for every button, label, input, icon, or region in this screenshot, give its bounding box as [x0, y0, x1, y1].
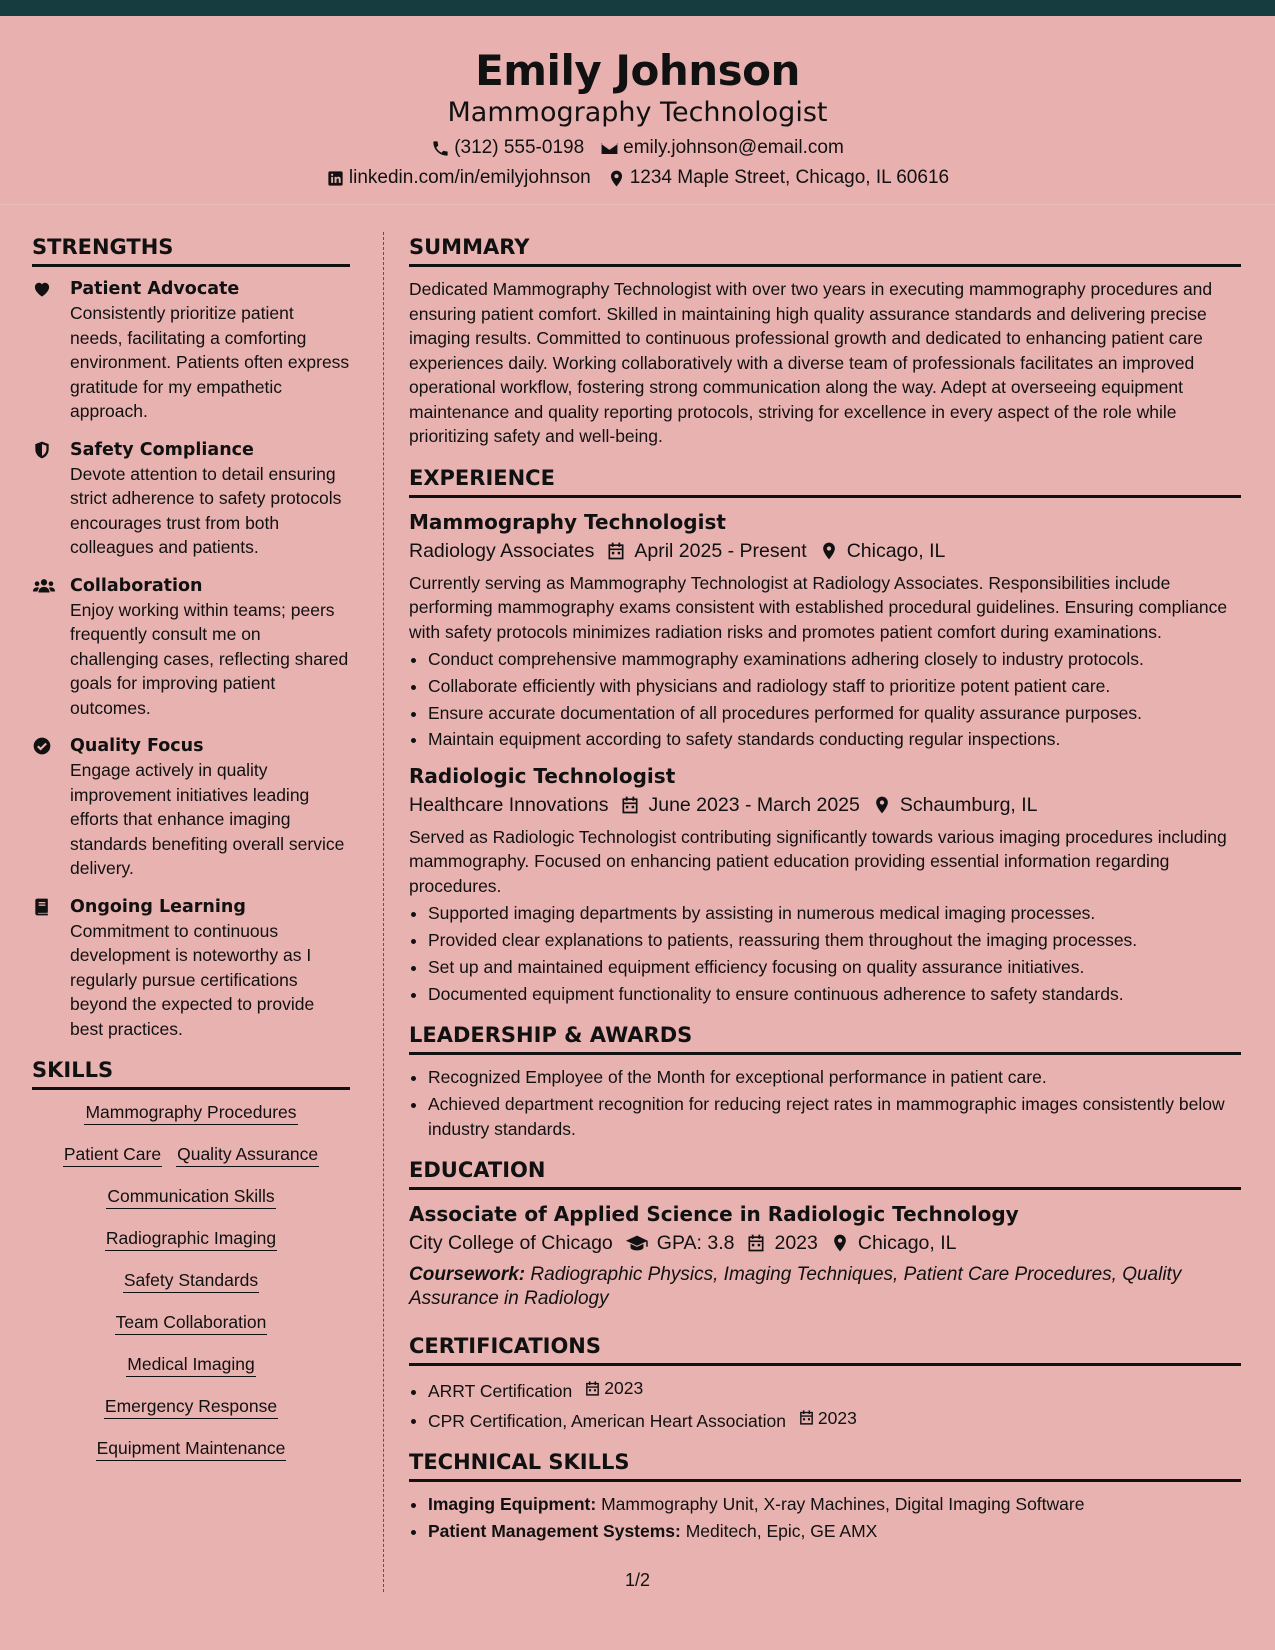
list-item [428, 1492, 1241, 1517]
job-dates: June 2023 - March 2025 [648, 793, 860, 816]
map-marker-icon [830, 1233, 850, 1253]
skill-tag: Safety Standards [123, 1268, 259, 1293]
job-description: Served as Radiologic Technologist contributing significantly towards various imaging procedures including mammography. Focused on enhancing patient education providing essential information regarding procedures. [409, 826, 1227, 896]
cert-year: 2023 [604, 1378, 644, 1399]
linkedin-text: linkedin.com/in/emilyjohnson [348, 167, 591, 188]
technical-skills-section [409, 1447, 1241, 1543]
strength-desc: Enjoy working within teams; peers frequently consult me on challenging cases, reflecting shared goals for improving patient outcomes. [70, 599, 349, 718]
calendar-icon [620, 795, 640, 815]
strength-name: Patient Advocate [70, 279, 240, 299]
strength-desc: Consistently prioritize patient needs, facilitating a comforting environment. Patients often express gratitude for my empathetic approach. [70, 303, 350, 421]
list-item: • Ensure accurate documentation of all procedures performed for quality assurance purposes. [428, 701, 1241, 726]
calendar-icon [606, 541, 626, 561]
coursework-label: Coursework: [409, 1264, 526, 1286]
technical-skills-heading: TECHNICAL SKILLS [409, 1447, 1241, 1482]
skill-tag: Radiographic Imaging [105, 1226, 277, 1251]
list-item: • Achieved department recognition for reducing reject rates in mammographic images consistently below industry standards. [428, 1092, 1241, 1141]
coursework [409, 1263, 1241, 1311]
strength-name: Quality Focus [70, 736, 204, 756]
job-location: Schaumburg, IL [899, 793, 1038, 816]
check-circle-icon [32, 736, 52, 756]
top-accent-bar [0, 0, 1275, 16]
summary-heading: SUMMARY [409, 232, 1241, 267]
certifications-section [409, 1331, 1241, 1433]
summary-text: Dedicated Mammography Technologist with over two years in executing mammography procedures and ensuring patient comfort. Skilled in maintaining high quality assurance standards and delivering precise imaging results. Committed to continuous professional growth and dedicated to enhancing patient care experiences daily. Working collaboratively with a diverse team of professionals facilitates an improved operational workflow, fostering strong communication along the way. Adept at overseeing equipment maintenance and quality reporting protocols, striving for excellence in every aspect of the role while prioritizing safety and well-being. [409, 279, 1213, 446]
list-item: • Conduct comprehensive mammography examinations adhering closely to industry protocols. [428, 647, 1241, 672]
job-company: Healthcare Innovations [409, 793, 609, 816]
leadership-heading: LEADERSHIP & AWARDS [409, 1020, 1241, 1055]
strength-item [32, 895, 350, 1042]
contact-row-2 [0, 166, 1275, 190]
job-title: Radiologic Technologist [409, 763, 676, 788]
tech-skill-label: Patient Management Systems: [428, 1520, 681, 1541]
strength-name: Ongoing Learning [70, 896, 246, 917]
tech-skill-value: Mammography Unit, X-ray Machines, Digital Imaging Software [601, 1493, 1085, 1514]
strength-item [32, 438, 350, 560]
job-entry [409, 508, 1241, 752]
address-contact [607, 166, 949, 190]
shield-icon [32, 440, 52, 460]
skill-tag: Quality Assurance [176, 1142, 319, 1167]
strength-desc: Devote attention to detail ensuring strict adherence to safety protocols encourages trust from both colleagues and patients. [70, 463, 342, 557]
candidate-name: Emily Johnson [475, 46, 800, 95]
summary-section [409, 232, 1241, 449]
list-item [428, 1519, 1241, 1544]
job-meta [409, 791, 1241, 819]
list-item [428, 1376, 1241, 1403]
tech-skill-value: Meditech, Epic, GE AMX [685, 1520, 878, 1541]
job-dates: April 2025 - Present [634, 539, 807, 562]
strength-item [32, 277, 350, 424]
education-section [409, 1155, 1241, 1311]
strength-desc: Engage actively in quality improvement initiatives leading efforts that enhance imaging standards benefiting overall service delivery. [70, 760, 345, 878]
list-item: • Collaborate efficiently with physicians and radiology staff to prioritize potent patient care. [428, 674, 1241, 699]
experience-heading: EXPERIENCE [409, 463, 1241, 498]
column-divider [383, 232, 384, 1592]
gpa: GPA: 3.8 [656, 1232, 735, 1255]
right-column [409, 232, 1241, 1557]
list-item: • Maintain equipment according to safety standards conducting regular inspections. [428, 727, 1241, 752]
skill-tag: Communication Skills [106, 1184, 275, 1209]
candidate-title: Mammography Technologist [447, 97, 828, 128]
list-item: • Provided clear explanations to patients, reassuring them throughout the imaging processes. [428, 928, 1241, 953]
job-entry [409, 762, 1241, 1006]
job-bullets [409, 901, 1241, 1006]
job-bullets [409, 647, 1241, 752]
map-marker-icon [607, 169, 626, 188]
list-item: • Recognized Employee of the Month for exceptional performance in patient care. [428, 1065, 1241, 1090]
phone-text: (312) 555-0198 [454, 137, 585, 158]
calendar-icon [746, 1233, 766, 1253]
left-column [32, 232, 350, 1478]
email-contact[interactable] [600, 136, 844, 160]
certifications-list [409, 1376, 1241, 1433]
certifications-heading: CERTIFICATIONS [409, 1331, 1241, 1366]
skill-tag: Patient Care [63, 1142, 162, 1167]
phone-contact[interactable] [431, 136, 584, 160]
resume-header [0, 16, 1275, 205]
graduation-year: 2023 [774, 1232, 818, 1255]
education-meta [409, 1229, 1241, 1257]
skill-tag: Emergency Response [104, 1394, 278, 1419]
skill-tag: Mammography Procedures [84, 1100, 297, 1125]
experience-section [409, 463, 1241, 1007]
job-location: Chicago, IL [846, 539, 946, 562]
calendar-icon [798, 1409, 815, 1426]
strength-desc: Commitment to continuous development is noteworthy as I regularly pursue certifications beyond the expected to provide best practices. [70, 920, 315, 1039]
heart-icon [32, 279, 52, 299]
education-heading: EDUCATION [409, 1155, 1241, 1190]
strength-item [32, 574, 350, 721]
skill-tag: Equipment Maintenance [96, 1436, 287, 1461]
coursework-text: Radiographic Physics, Imaging Techniques, Patient Care Procedures, Quality Assurance in Radiology [409, 1264, 1182, 1310]
skill-tag: Team Collaboration [115, 1310, 268, 1335]
technical-skills-list [409, 1492, 1241, 1543]
strength-item [32, 734, 350, 881]
graduation-cap-icon [625, 1233, 649, 1253]
job-meta [409, 537, 1241, 565]
list-item [428, 1406, 1241, 1433]
list-item: • Supported imaging departments by assisting in numerous medical imaging processes. [428, 901, 1241, 926]
job-description: Currently serving as Mammography Technologist at Radiology Associates. Responsibilities include performing mammography exams consistent with established procedural guidelines. Ensuring compliance with safety protocols minimizes radiation risks and promotes patient comfort during examinations. [409, 572, 1228, 642]
list-item: • Set up and maintained equipment efficiency focusing on quality assurance initiatives. [428, 955, 1241, 980]
skills-list [32, 1100, 350, 1461]
skill-tag: Medical Imaging [126, 1352, 255, 1377]
school-name: City College of Chicago [409, 1232, 613, 1255]
address-text: 1234 Maple Street, Chicago, IL 60616 [629, 167, 950, 188]
school-location: Chicago, IL [857, 1232, 957, 1255]
skills-heading: SKILLS [32, 1055, 350, 1090]
email-text: emily.johnson@email.com [623, 137, 844, 158]
strength-name: Collaboration [70, 575, 203, 596]
cert-name: ARRT Certification [428, 1380, 573, 1401]
users-icon [32, 576, 56, 596]
list-item: • Documented equipment functionality to ensure continuous adherence to safety standards. [428, 982, 1241, 1007]
leadership-section [409, 1020, 1241, 1141]
cert-year: 2023 [817, 1407, 857, 1428]
linkedin-contact[interactable] [326, 166, 591, 190]
page-number: 1/2 [624, 1570, 651, 1590]
strengths-heading: STRENGTHS [32, 232, 350, 267]
tech-skill-label: Imaging Equipment: [428, 1493, 597, 1514]
linkedin-icon [326, 169, 345, 188]
leadership-list [409, 1065, 1241, 1141]
contact-row-1 [0, 136, 1275, 160]
envelope-icon [600, 139, 619, 158]
map-marker-icon [872, 795, 892, 815]
degree-title: Associate of Applied Science in Radiologic Technology [409, 1202, 1019, 1227]
book-icon [32, 897, 52, 917]
job-company: Radiology Associates [409, 539, 595, 562]
map-marker-icon [819, 541, 839, 561]
calendar-icon [584, 1380, 601, 1397]
phone-icon [431, 139, 450, 158]
strength-name: Safety Compliance [70, 439, 254, 460]
job-title: Mammography Technologist [409, 509, 726, 534]
cert-name: CPR Certification, American Heart Association [428, 1410, 786, 1431]
